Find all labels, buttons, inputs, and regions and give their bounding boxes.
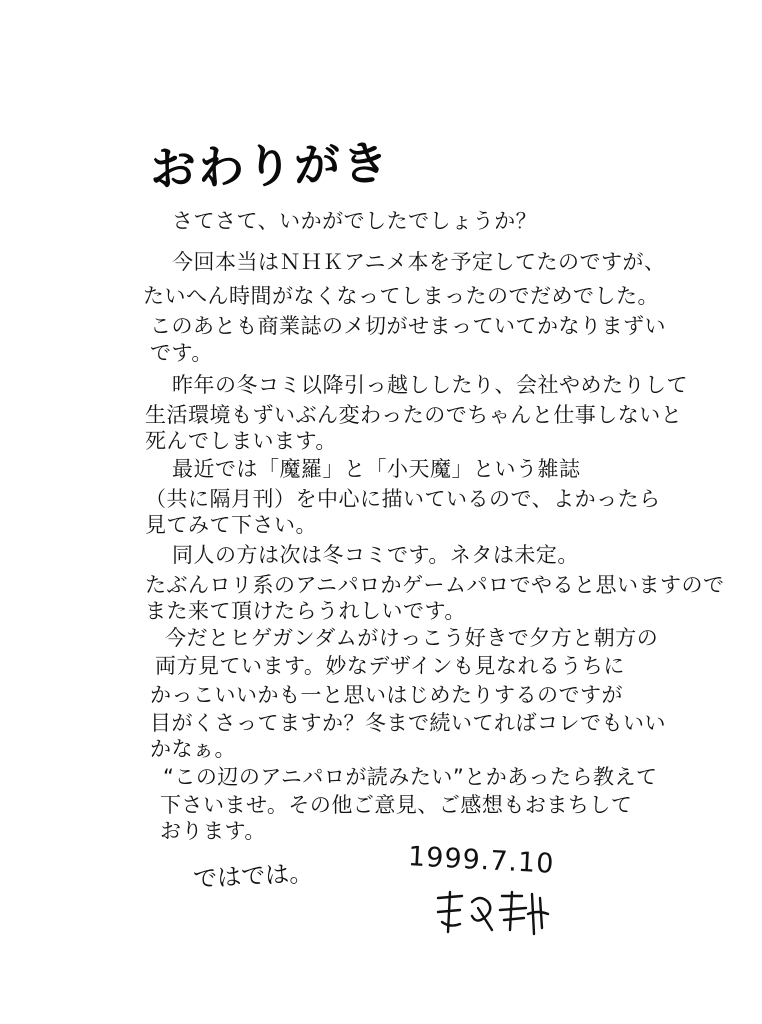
text-line: 下さいませ。その他ご意見、ご感想もおまちして <box>160 793 633 817</box>
text-line: 同人の方は次は冬コミです。ネタは未定。 <box>172 543 579 567</box>
text-line: 両方見ています。妙なデザインも見なれるうちに <box>155 654 625 678</box>
text-line: “この辺のアニパロが読みたい”とかあったら教えて <box>163 765 658 789</box>
text-line: 死んでしまいます。 <box>145 429 337 453</box>
text-line: このあとも商業誌のメ切がせまっていてかなりまずい <box>150 314 666 338</box>
page-title: おわりがき <box>149 135 391 197</box>
text-line: 生活環境もずいぶん変わったのでちゃんと仕事しないと <box>145 403 683 427</box>
text-line: 最近では「魔羅」と「小天魔」という雑誌 <box>172 457 581 481</box>
text-line: また来て頂けたらうれしいです。 <box>145 599 466 623</box>
text-line: たぶんロリ系のアニパロかゲームパロでやると思いますので <box>145 573 725 597</box>
text-line: 今回本当はＮＨＫアニメ本を予定してたのですが、 <box>172 250 666 274</box>
text-line: かっこいいかも一と思いはじめたりするのですが <box>150 683 623 707</box>
text-line: 見てみて下さい。 <box>145 513 317 537</box>
text-line: 昨年の冬コミ以降引っ越ししたり、会社やめたりして <box>172 373 688 397</box>
text-line: 今だとヒゲガンダムがけっこう好きで夕方と朝方の <box>165 626 659 650</box>
text-line: たいへん時間がなくなってしまったのでだめでした。 <box>143 284 659 308</box>
text-line: です。 <box>150 341 213 365</box>
text-line: （共に隔月刊）を中心に描いているので、よかったら <box>145 487 661 511</box>
signature-mark <box>432 888 552 938</box>
text-line: かなぁ。 <box>150 737 236 761</box>
closing-greeting: ではでは。 <box>192 858 314 894</box>
text-line: 目がくさってますか？冬まで続いてればコレでもいい <box>150 711 666 735</box>
text-line: さてさて、いかがでしたでしょうか？ <box>172 209 538 233</box>
text-line: おります。 <box>160 819 266 843</box>
date-label: 1999.7.10 <box>407 841 556 880</box>
